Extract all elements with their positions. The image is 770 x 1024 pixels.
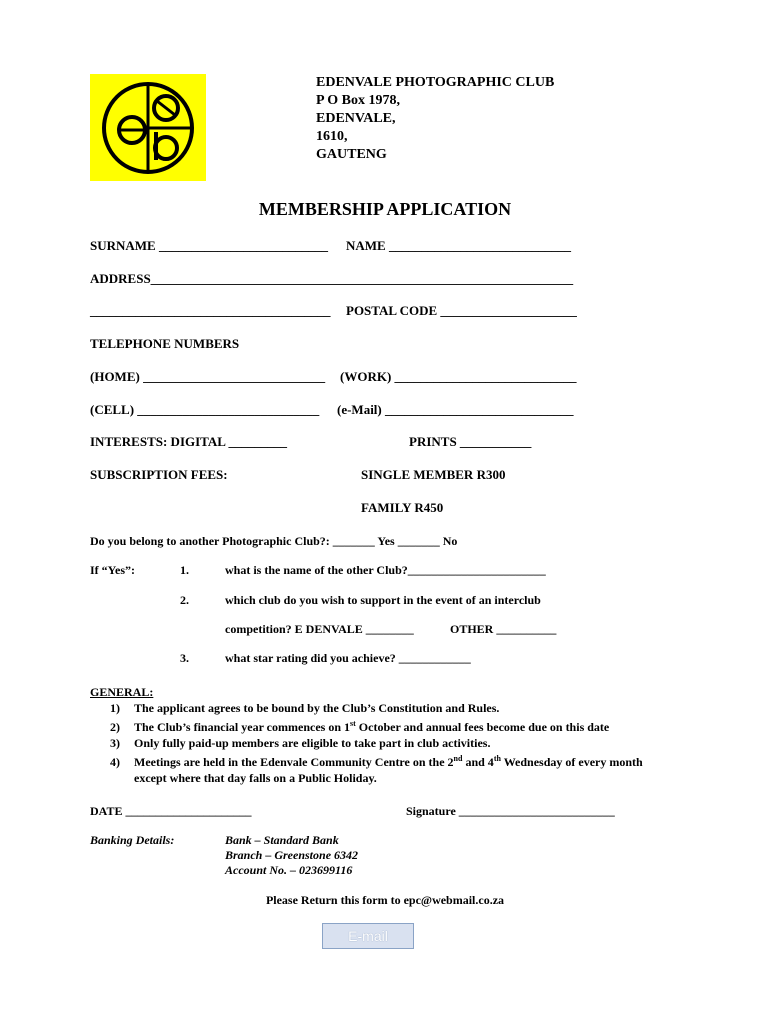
- postal-code-value: 1610,: [316, 129, 348, 144]
- interests-prints-field[interactable]: PRINTS ___________: [409, 434, 532, 449]
- question-number: 1.: [180, 563, 189, 577]
- club-name: EDENVALE PHOTOGRAPHIC CLUB: [316, 75, 555, 90]
- question-number: 2.: [180, 593, 189, 607]
- bank-details: [225, 833, 358, 878]
- other-club-question[interactable]: Do you belong to another Photographic Club?: _______ Yes _______ No: [90, 534, 458, 548]
- email-field[interactable]: (e-Mail) _____________________________: [337, 402, 574, 417]
- bank-branch: Branch – Greenstone 6342: [225, 848, 359, 862]
- work-phone-field[interactable]: (WORK) ____________________________: [340, 369, 577, 384]
- edenvale-choice-field[interactable]: competition? E DENVALE ________: [225, 622, 414, 636]
- other-choice-field[interactable]: OTHER __________: [450, 622, 557, 636]
- address-line-2-field[interactable]: _____________________________________: [90, 303, 331, 318]
- general-item-2: 2) The Club’s financial year commences on 1st October and annual fees become due on this date: [110, 719, 610, 734]
- signature-field[interactable]: Signature __________________________: [406, 804, 615, 818]
- club-logo: [90, 74, 206, 181]
- interclub-support-question: which club do you wish to support in the event of an interclub: [225, 593, 541, 607]
- general-item-3: 3) Only fully paid-up members are eligible to take part in club activities.: [110, 735, 491, 750]
- postal-code-field[interactable]: POSTAL CODE _____________________: [346, 303, 577, 318]
- club-address: [316, 74, 554, 164]
- province: GAUTENG: [316, 147, 387, 162]
- epc-logo-icon: [90, 74, 206, 181]
- banking-label: Banking Details:: [90, 833, 175, 847]
- other-club-name-field[interactable]: what is the name of the other Club?_______________________: [225, 563, 546, 577]
- po-box: P O Box 1978,: [316, 93, 401, 108]
- home-phone-field[interactable]: (HOME) ____________________________: [90, 369, 326, 384]
- name-field[interactable]: NAME ____________________________: [346, 238, 571, 253]
- return-instructions: Please Return this form to epc@webmail.co.za: [265, 893, 505, 907]
- single-member-fee: SINGLE MEMBER R300: [361, 467, 506, 482]
- general-item-4: 4) Meetings are held in the Edenvale Community Centre on the 2nd and 4th Wednesday of every month: [110, 754, 643, 769]
- general-item-1: 1) The applicant agrees to be bound by the Club’s Constitution and Rules.: [110, 700, 500, 715]
- town: EDENVALE,: [316, 111, 396, 126]
- telephone-heading: TELEPHONE NUMBERS: [90, 336, 240, 351]
- general-item-4-continued: except where that day falls on a Public Holiday.: [134, 770, 377, 785]
- address-field[interactable]: ADDRESS_________________________________________________________________: [90, 271, 574, 286]
- bank-name: Bank – Standard Bank: [225, 833, 339, 847]
- cell-phone-field[interactable]: (CELL) ____________________________: [90, 402, 320, 417]
- family-fee: FAMILY R450: [361, 500, 444, 515]
- general-heading: GENERAL:: [90, 685, 154, 699]
- general-section: [90, 685, 643, 786]
- if-yes-label: If “Yes”:: [90, 563, 135, 577]
- general-list: [90, 701, 643, 787]
- email-button[interactable]: E-mail: [322, 923, 414, 949]
- form-title: MEMBERSHIP APPLICATION: [258, 199, 512, 219]
- surname-field[interactable]: SURNAME __________________________: [90, 238, 328, 253]
- bank-account: Account No. – 023699116: [225, 863, 353, 877]
- question-number: 3.: [180, 651, 189, 665]
- date-field[interactable]: DATE _____________________: [90, 804, 252, 818]
- star-rating-field[interactable]: what star rating did you achieve? ____________: [225, 651, 471, 665]
- interests-digital-field[interactable]: INTERESTS: DIGITAL _________: [90, 434, 287, 449]
- subscription-label: SUBSCRIPTION FEES:: [90, 467, 228, 482]
